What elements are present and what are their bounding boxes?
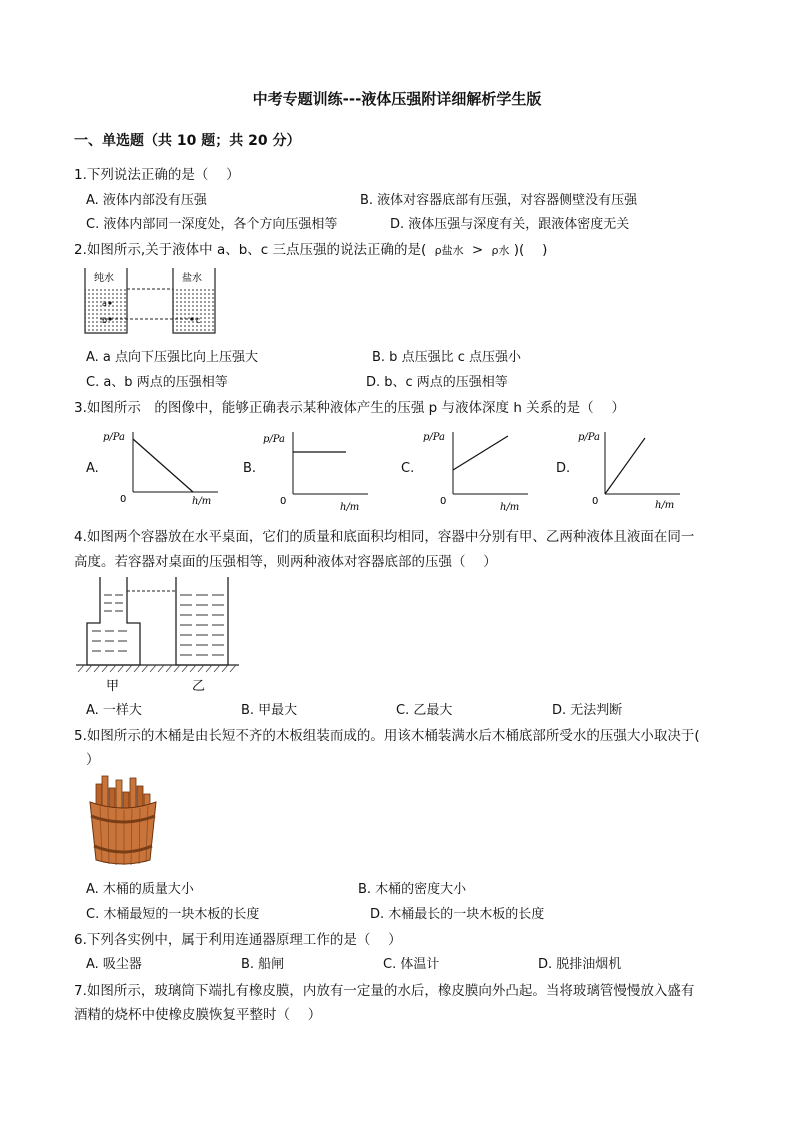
q2-option-d[interactable]: D. b、c 两点的压强相等 — [366, 375, 508, 390]
graph-a-line — [133, 439, 193, 492]
rho-water: ρ水 — [491, 244, 510, 257]
graph-a-y-label: p/Pa — [103, 432, 126, 443]
q4-option-c[interactable]: C. 乙最大 — [396, 703, 453, 718]
graph-c-origin: 0 — [440, 496, 447, 507]
graph-a-origin: 0 — [120, 494, 127, 505]
graph-b-origin: 0 — [280, 496, 287, 507]
graph-d-label[interactable]: D. — [556, 461, 571, 476]
question-4-stem-line1: 4.如图两个容器放在水平桌面，它们的质量和底面积均相同，容器中分别有甲、乙两种液体且液面在同一 — [74, 529, 695, 545]
salt-water-liquid — [173, 289, 215, 333]
q6-option-c[interactable]: C. 体温计 — [383, 957, 440, 972]
q6-option-d[interactable]: D. 脱排油烟机 — [538, 957, 622, 972]
q6-option-a[interactable]: A. 吸尘器 — [86, 957, 142, 972]
point-b — [108, 317, 111, 320]
question-6-stem: 6.下列各实例中，属于利用连通器原理工作的是（ ） — [74, 932, 402, 948]
q4-figure-containers — [74, 573, 244, 695]
q1-option-a[interactable]: A. 液体内部没有压强 — [86, 193, 207, 208]
point-a — [108, 301, 111, 304]
graph-a-x-label: h/m — [192, 496, 212, 507]
water-label: 纯水 — [94, 273, 114, 284]
q2-option-c[interactable]: C. a、b 两点的压强相等 — [86, 375, 228, 390]
container-yi-liquid — [180, 595, 224, 655]
rho-salt: ρ盐水 — [434, 244, 464, 257]
question-7-stem-line2: 酒精的烧杯中使橡皮膜恢复平整时（ ） — [74, 1007, 322, 1023]
question-5-stem-line2: ） — [86, 752, 100, 768]
question-3-stem: 3.如图所示 的图像中，能够正确表示某种液体产生的压强 p 与液体深度 h 关系的是（ ） — [74, 400, 625, 416]
graph-b-label[interactable]: B. — [243, 461, 257, 476]
q4-option-b[interactable]: B. 甲最大 — [241, 703, 298, 718]
graph-a-label[interactable]: A. — [86, 461, 99, 476]
q1-option-b[interactable]: B. 液体对容器底部有压强，对容器侧壁没有压强 — [360, 193, 638, 208]
container-yi-label: 乙 — [192, 679, 206, 694]
question-7-stem-line1: 7.如图所示，玻璃筒下端扎有橡皮膜，内放有一定量的水后，橡皮膜向外凸起。当将玻璃管慢慢放入盛有 — [74, 983, 695, 999]
question-2-stem — [74, 238, 547, 258]
question-4-stem-line2: 高度。若容器对桌面的压强相等，则两种液体对容器底部的压强（ ） — [74, 554, 497, 570]
container-jia-label: 甲 — [106, 679, 120, 694]
q5-option-d[interactable]: D. 木桶最长的一块木板的长度 — [370, 907, 545, 922]
q5-option-c[interactable]: C. 木桶最短的一块木板的长度 — [86, 907, 260, 922]
q6-option-b[interactable]: B. 船闸 — [241, 957, 285, 972]
q5-option-b[interactable]: B. 木桶的密度大小 — [358, 882, 467, 897]
point-a-label: a — [102, 299, 107, 308]
graph-a[interactable] — [100, 424, 225, 509]
document-title: 中考专题训练---液体压强附详细解析学生版 — [252, 90, 542, 108]
greater-than: > — [471, 242, 484, 258]
q2-stem-text: 2.如图所示,关于液体中 a、b、c 三点压强的说法正确的是( — [74, 242, 427, 258]
graph-d-origin: 0 — [592, 496, 599, 507]
container-jia — [87, 577, 140, 665]
q1-option-c[interactable]: C. 液体内部同一深度处，各个方向压强相等 — [86, 217, 338, 232]
question-5-stem-line1: 5.如图所示的木桶是由长短不齐的木板组装而成的。用该木桶装满水后木桶底部所受水的压强大小取决于( — [74, 728, 700, 744]
graph-b-y-label: p/Pa — [263, 434, 286, 445]
table-hatching — [78, 665, 236, 672]
graph-b[interactable] — [260, 424, 385, 514]
graph-c-x-label: h/m — [500, 502, 520, 513]
graph-c-label[interactable]: C. — [401, 461, 415, 476]
graph-c-line — [453, 436, 508, 470]
graph-c-y-label: p/Pa — [423, 432, 446, 443]
q4-option-a[interactable]: A. 一样大 — [86, 703, 142, 718]
graph-d-x-label: h/m — [655, 500, 675, 511]
q2-figure-containers — [80, 265, 220, 337]
q2-option-b[interactable]: B. b 点压强比 c 点压强小 — [372, 350, 521, 365]
point-c — [190, 317, 193, 320]
section-heading: 一、单选题（共 10 题；共 20 分） — [74, 133, 301, 149]
q4-option-d[interactable]: D. 无法判断 — [552, 703, 623, 718]
q1-option-d[interactable]: D. 液体压强与深度有关，跟液体密度无关 — [390, 217, 630, 232]
point-b-label: b — [102, 316, 108, 325]
graph-d-line — [605, 438, 645, 494]
graph-c[interactable] — [420, 424, 545, 514]
point-c-label: c — [196, 316, 201, 325]
q5-option-a[interactable]: A. 木桶的质量大小 — [86, 882, 194, 897]
q2-option-a[interactable]: A. a 点向下压强比向上压强大 — [86, 350, 259, 365]
graph-b-x-label: h/m — [340, 502, 360, 513]
container-yi — [176, 577, 228, 665]
wooden-bucket-image — [82, 772, 164, 868]
graph-d-y-label: p/Pa — [578, 432, 601, 443]
graph-d[interactable] — [575, 424, 700, 514]
q2-stem-tail: )( ) — [513, 242, 548, 258]
salt-water-label: 盐水 — [182, 273, 202, 284]
question-1-stem: 1.下列说法正确的是（ ） — [74, 167, 240, 183]
water-liquid — [85, 289, 127, 333]
